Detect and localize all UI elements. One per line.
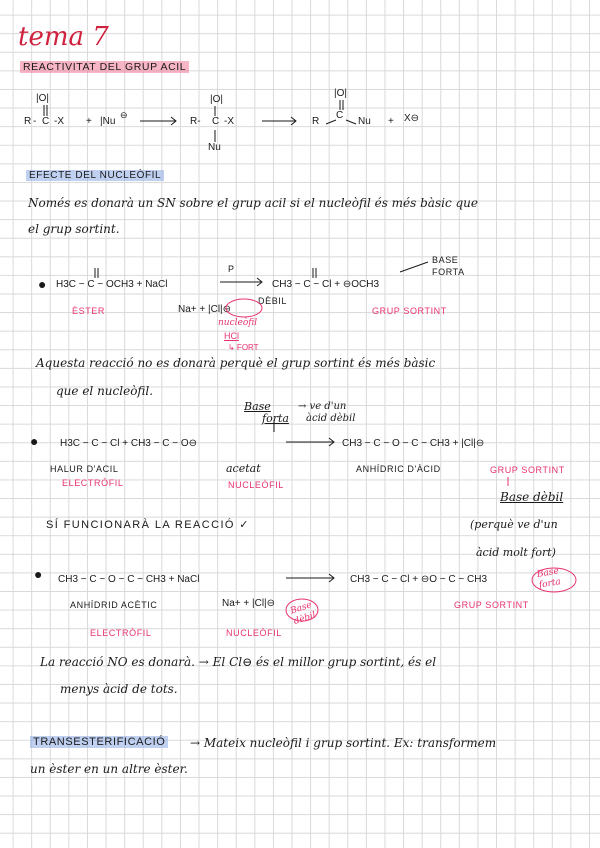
note1-line1: Aquesta reacció no es donarà perquè el grup sortint és més bàsic <box>36 356 436 370</box>
eq4-nucleofil: NUCLEÒFIL <box>226 628 282 638</box>
note1-line2: que el nucleòfil. <box>56 384 154 398</box>
section-heading-reactivitat: REACTIVITAT DEL GRUP ACIL <box>20 61 189 73</box>
eq1-nu3: Nu <box>358 116 371 127</box>
eq2-grup-sortint: GRUP SORTINT <box>372 306 447 316</box>
eq4-anhidrid: ANHÍDRID ACÈTIC <box>70 600 158 610</box>
eq3-arrow-head <box>329 438 334 446</box>
eq4-grup-sortint: GRUP SORTINT <box>454 600 529 610</box>
eq1-r3: R <box>312 116 320 127</box>
eq1-bond3-nu <box>346 120 356 124</box>
eq2-left: H3C − C − OCH3 + NaCl <box>56 279 168 290</box>
eq1-o3: |O| <box>334 88 347 99</box>
eq2-base-forta: BASE FORTA <box>432 255 465 277</box>
eq1-arrow1-head <box>171 117 176 125</box>
eq3-nucleofil: NUCLEÒFIL <box>228 480 284 490</box>
trans-line2: un èster en un altre èster. <box>30 762 188 776</box>
eq1-x2: -X <box>224 116 234 127</box>
eq3-anhidric: ANHÍDRIC D'ÀCID <box>356 464 441 474</box>
eq4-electrofil: ELECTRÒFIL <box>90 628 152 638</box>
eq3-ve-dun: → ve d'un <box>298 401 347 412</box>
eq3-electrofil: ELECTRÒFIL <box>62 478 124 488</box>
eq3-right: CH3 − C − O − C − CH3 + |Cl|⊖ <box>342 438 485 449</box>
section-heading-transesterificacio: TRANSESTERIFICACIÓ <box>30 736 168 748</box>
eq4-base-forta: Base forta <box>536 566 562 591</box>
eq4-arrow-head <box>329 574 334 582</box>
para1-line2: el grup sortint. <box>28 222 120 236</box>
eq2-ester-label: ÈSTER <box>72 306 106 316</box>
eq1-o1: |O| <box>36 93 49 104</box>
eq3-base: Base <box>244 400 271 413</box>
eq3-base-debil: Base dèbil <box>500 490 564 504</box>
eq2-cl-circle <box>226 299 262 317</box>
eq2-acid-fort: ↳ FORT <box>228 343 259 352</box>
eq4-left: CH3 − C − O − C − CH3 + NaCl <box>58 574 200 585</box>
eq1-minus: ⊖ <box>120 110 128 120</box>
eq1-c3: C <box>336 110 344 121</box>
eq3-left: H3C − C − Cl + CH3 − C − O⊖ <box>60 438 198 449</box>
eq2-hcl: HCl <box>224 331 239 341</box>
eq2-nacl-ions: Na+ + |Cl|⊖ <box>178 304 232 315</box>
eq1-nu2: Nu <box>208 142 221 153</box>
eq1-arrow2-head <box>291 117 296 125</box>
eq2-nucleofil: nucleòfil <box>218 318 258 328</box>
eq1-o2: |O| <box>210 94 223 105</box>
eq1-c2: C <box>212 116 220 127</box>
paren-line2: àcid molt fort) <box>476 546 556 559</box>
para1-line1: Només es donarà un SN sobre el grup acil si el nucleòfil és més bàsic que <box>28 196 478 210</box>
sentence-si-funcionara: SÍ FUNCIONARÀ LA REACCIÓ ✓ <box>46 519 250 531</box>
eq3-forta: forta <box>262 412 289 425</box>
eq1-nu: |Nu <box>100 116 116 127</box>
bullet-3: ● <box>34 566 43 582</box>
eq1-bond3-r <box>326 120 336 124</box>
eq4-base-debil: Base dèbil <box>289 600 318 628</box>
eq3-acetat: acetat <box>226 462 261 475</box>
bullet-2: ● <box>30 433 39 449</box>
eq1-plus1: + <box>86 116 92 127</box>
eq1-c1: C <box>42 116 50 127</box>
eq3-grup-sortint: GRUP SORTINT <box>490 465 565 475</box>
eq1-r1: R <box>24 116 32 127</box>
paren-line1: (perquè ve d'un <box>470 518 558 531</box>
eq1-x1: -X <box>54 116 64 127</box>
eq1-dash1: - <box>33 116 37 127</box>
note2-line2: menys àcid de tots. <box>60 682 178 696</box>
eq4-nacl-ions: Na+ + |Cl|⊖ <box>222 598 276 609</box>
eq3-acid-debil: àcid dèbil <box>306 413 356 424</box>
section-heading-efecte: EFECTE DEL NUCLEÒFIL <box>26 170 164 181</box>
eq2-p: P <box>228 264 235 274</box>
eq4-right: CH3 − C − Cl + ⊖O − C − CH3 <box>350 574 488 585</box>
eq2-base-arrow <box>400 262 428 272</box>
eq2-debil: DÈBIL <box>258 296 288 306</box>
eq1-x3: X⊖ <box>404 113 420 124</box>
trans-line1: → Mateix nucleòfil i grup sortint. Ex: transformem <box>190 736 497 750</box>
eq3-halur: HALUR D'ACIL <box>50 464 119 474</box>
eq1-plus2: + <box>388 116 394 127</box>
eq2-arrow-head <box>257 278 262 286</box>
eq2-right: CH3 − C − Cl + ⊖OCH3 <box>272 279 380 290</box>
eq1-r2: R- <box>190 116 201 127</box>
bullet-1: ● <box>38 276 47 292</box>
note2-line1: La reacció NO es donarà. → El Cl⊖ és el millor grup sortint, és el <box>40 655 437 669</box>
page-title: tema 7 <box>18 22 109 52</box>
